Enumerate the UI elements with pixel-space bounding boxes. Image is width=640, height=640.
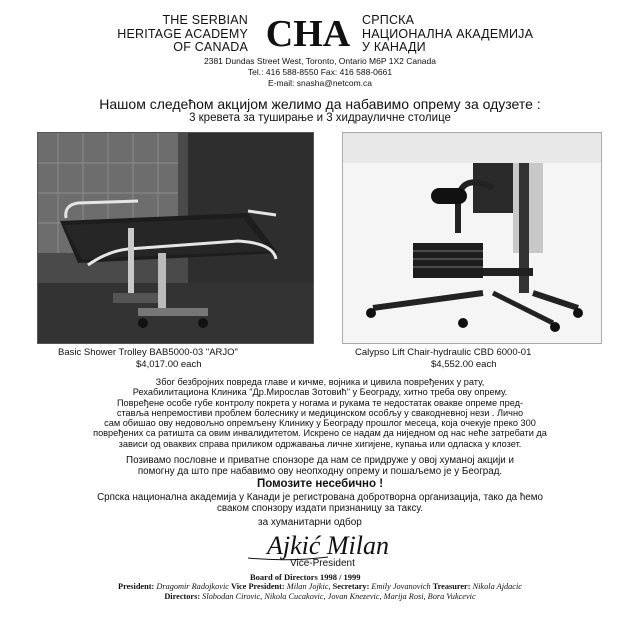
email-line[interactable]: E-mail: snasha@netcom.ca bbox=[267, 78, 373, 88]
logo-text: CHA bbox=[265, 13, 351, 53]
product-caption: Basic Shower Trolley BAB5000-03 "ARJO" bbox=[58, 347, 238, 358]
committee-line: за хуманитарни одбор bbox=[258, 517, 362, 528]
org-en-line: THE SERBIAN bbox=[162, 13, 248, 27]
phone-fax-line: Tel.: 416 588-8550 Fax: 416 588-0661 bbox=[247, 67, 393, 77]
org-en-line: HERITAGE ACADEMY bbox=[117, 26, 248, 41]
org-name-serbian bbox=[362, 14, 602, 55]
paragraph-line: Због безбројних повреда главе и кичме, војника и цивила повређених у рату, bbox=[155, 377, 485, 387]
paragraph-line: помогну да што пре набавимо ову неопходну опрему и пошаљемо је у Београд. bbox=[137, 466, 503, 477]
product-price: $4,552.00 each bbox=[431, 359, 497, 370]
org-sr-line: СРПСКА bbox=[362, 13, 415, 27]
headline: Нашом следећом акцијом желимо да набавимо опрему за одузете : bbox=[99, 96, 541, 112]
sponsor-invitation bbox=[14, 455, 626, 477]
appeal-paragraph bbox=[14, 377, 626, 449]
shower-trolley-photo bbox=[37, 132, 314, 344]
president-label: President: bbox=[118, 582, 155, 591]
directors-names: Slobodan Cirovic, Nikola Cucakovic, Jovan Knezevic, Marija Rosi, Bora Vukcevic bbox=[202, 592, 476, 601]
paragraph-line: ставља непремостиви проблем болеснику и медицинском особљу у свакодневној нези . Лично bbox=[116, 407, 524, 418]
officers-line bbox=[0, 582, 640, 592]
paragraph-line: повређених са ратишта са овим инвалидитетом. Искрено се надам да ниједном од нас неће затребати да bbox=[93, 428, 547, 439]
signature-text: Ajkić Milan bbox=[266, 531, 390, 560]
paragraph-line: Рехабилитациона Клиника "Др.Мирослав Зотовић" у Београду, хитно треба ову опрему. bbox=[132, 387, 508, 398]
paragraph-line: сваком спонзору издати признаницу за таксу. bbox=[216, 503, 424, 514]
lift-chair-photo bbox=[342, 132, 602, 344]
signer-title: Vice-President bbox=[290, 558, 355, 569]
treasurer-name: Nikola Ajdacic bbox=[472, 582, 522, 591]
product-price: $4,017.00 each bbox=[136, 359, 202, 370]
org-en-line: OF CANADA bbox=[173, 40, 248, 54]
address-line: 2381 Dundas Street West, Toronto, Ontario M6P 1X2 Canada bbox=[203, 56, 436, 66]
paragraph-line: сам обишао ову недовољно опремљену Клинику у Београду прошлог месеца, која очекује преко 300 bbox=[104, 418, 536, 429]
org-sr-line: НАЦИОНАЛНА АКАДЕМИЈА bbox=[362, 26, 534, 41]
paragraph-line: Позивамо пословне и приватне спонзоре да нам се придруже у овој хуманој акцији и bbox=[126, 455, 514, 466]
president-name: Dragomir Radojkovic bbox=[156, 582, 229, 591]
treasurer-label: Treasurer: bbox=[432, 582, 471, 591]
secretary-label: Secretary: bbox=[332, 582, 370, 591]
secretary-name: Emily Jovanovich bbox=[371, 582, 431, 591]
academy-logo bbox=[262, 13, 354, 53]
directors-label: Directors: bbox=[164, 592, 201, 601]
vp-label: Vice President: bbox=[231, 582, 285, 591]
org-sr-line: У КАНАДИ bbox=[362, 40, 426, 54]
product-caption: Calypso Lift Chair-hydraulic CBD 6000-01 bbox=[355, 347, 532, 358]
paragraph-line: Повређене особе губе контролу покрета у ногама и рукама те недостатак овакве опреме пред- bbox=[116, 397, 524, 408]
org-name-english bbox=[88, 14, 248, 55]
help-line: Помозите несебично ! bbox=[256, 478, 384, 490]
paragraph-line: Српска национална академија у Канади је регистрована добротворна организација, тако да ћемо bbox=[97, 492, 543, 503]
subheadline: 3 кревета за туширање и 3 хидрауличне столице bbox=[189, 112, 451, 124]
vp-name: Milan Jojkic, bbox=[286, 582, 331, 591]
directors-line bbox=[0, 592, 640, 602]
board-title: Board of Directors 1998 / 1999 bbox=[250, 572, 361, 582]
paragraph-line: зависи од оваквих справа приликом одржавања личне хигијене, купања или одласка у клозет. bbox=[118, 438, 522, 449]
charity-note bbox=[14, 492, 626, 514]
